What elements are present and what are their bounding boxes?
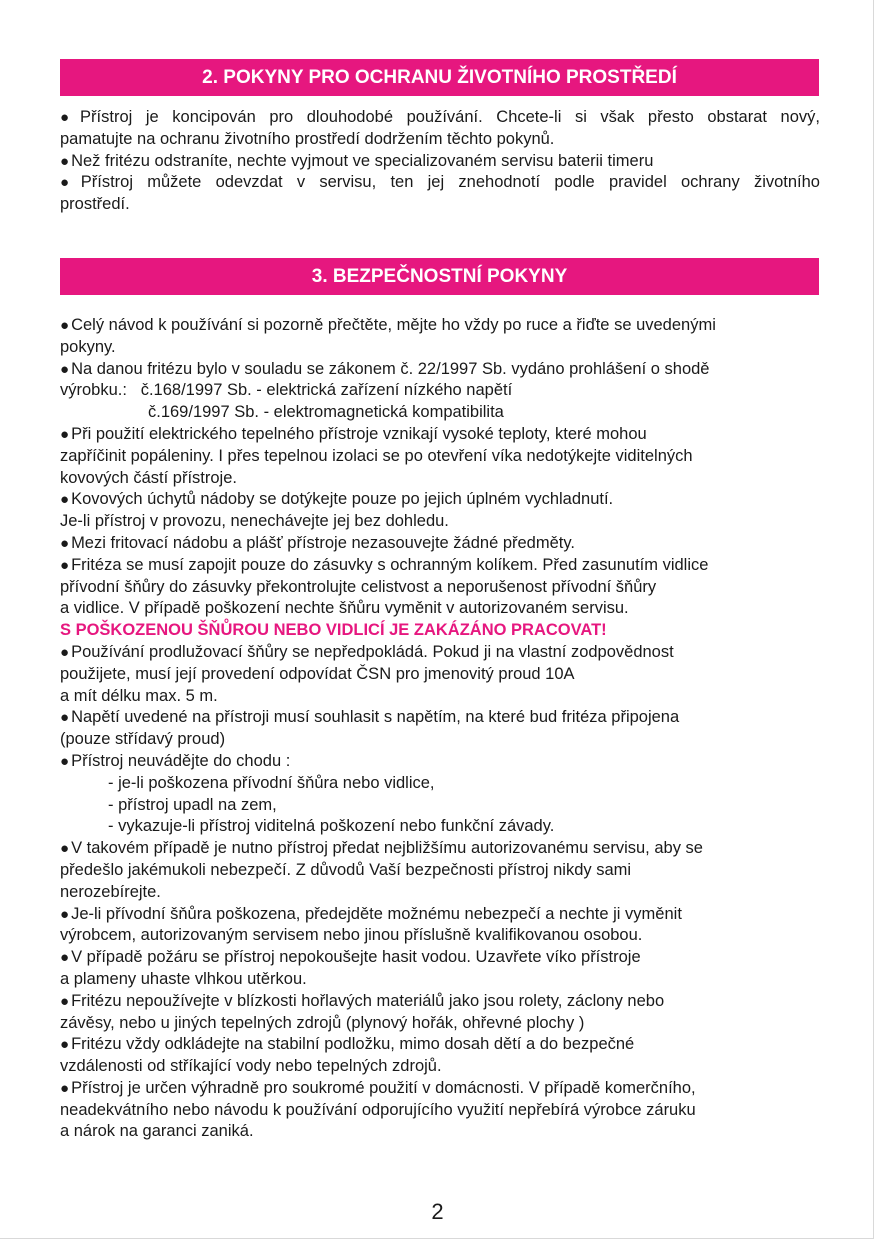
paragraph-line: kovových částí přístroje. — [60, 468, 237, 487]
paragraph-line: a vidlice. V případě poškození nechte šňůru vyměnit v autorizovaném servisu. — [60, 599, 629, 618]
section-title: 3. BEZPEČNOSTNÍ POKYNY — [311, 265, 568, 287]
bullet-icon: ● — [60, 317, 70, 334]
paragraph-line: neadekvátního nebo návodu k používání odporujícího využití nepřebírá výrobce záruku — [60, 1100, 696, 1119]
paragraph-line: výrobcem, autorizovaným servisem nebo jinou příslušně kvalifikovanou osobou. — [60, 926, 643, 945]
paragraph-line: ● Fritézu nepoužívejte v blízkosti hořlavých materiálů jako jsou rolety, záclony nebo — [60, 991, 665, 1010]
paragraph-line: vzdálenosti od stříkající vody nebo tepelných zdrojů. — [60, 1057, 442, 1076]
paragraph-line: pokyny. — [60, 337, 116, 356]
bullet-icon: ● — [60, 491, 70, 509]
bullet-icon: ● — [60, 992, 70, 1010]
paragraph-line: ● V případě požáru se přístroj nepokoušejte hasit vodou. Uzavřete víko přístroje — [60, 948, 641, 967]
paragraph-line: ● Při použití elektrického tepelného přístroje vznikají vysoké teploty, které mohou — [60, 424, 647, 443]
paragraph-line: ● Je-li přívodní šňůra poškozena, předejděte možnému nebezpečí a nechte ji vyměnit — [60, 904, 682, 923]
paragraph-line: ● Než fritézu odstraníte, nechte vyjmout ve specializovaném servisu baterii timeru — [60, 151, 654, 170]
paragraph-line: Je-li přístroj v provozu, nenechávejte jej bez dohledu. — [60, 512, 449, 531]
bullet-icon: ● — [60, 152, 70, 170]
section-body-safety — [60, 315, 820, 1143]
paragraph-line: ● Přístroj je určen výhradně pro soukromé použití v domácnosti. V případě komerčního, — [60, 1078, 696, 1097]
paragraph-line: ● V takovém případě je nutno přístroj předat nejbližšímu autorizovanému servisu, aby se — [60, 839, 703, 858]
paragraph-line: předešlo jakémukoli nebezpečí. Z důvodů Vaší bezpečnosti přístroj nikdy sami — [60, 860, 632, 879]
paragraph-line: ● Fritéza se musí zapojit pouze do zásuvky s ochranným kolíkem. Před zasunutím vidlice — [60, 555, 709, 574]
paragraph-line: a mít délku max. 5 m. — [60, 686, 218, 705]
bullet-icon: ● — [60, 556, 70, 574]
paragraph-line: ● Fritézu vždy odkládejte na stabilní podložku, mimo dosah dětí a do bezpečné — [60, 1035, 635, 1054]
bullet-icon: ● — [60, 1079, 70, 1097]
bullet-icon: ● — [60, 840, 70, 858]
paragraph-line: ● Celý návod k používání si pozorně přečtěte, mějte ho vždy po ruce a řiďte se uvedenými — [60, 316, 716, 334]
paragraph-line: ● Napětí uvedené na přístroji musí souhlasit s napětím, na které bud fritéza připojena — [60, 708, 680, 727]
bullet-icon: ● — [60, 360, 70, 378]
bullet-icon: ● — [60, 752, 70, 770]
paragraph-line: ● Na danou fritézu bylo v souladu se zákonem č. 22/1997 Sb. vydáno prohlášení o shodě — [60, 359, 710, 378]
section-header-safety — [60, 258, 819, 295]
paragraph-line: výrobku.: č.168/1997 Sb. - elektrická zařízení nízkého napětí — [60, 381, 513, 400]
list-item: - přístroj upadl na zem, — [108, 795, 277, 814]
bullet-icon: ● — [60, 425, 70, 443]
paragraph-line: přívodní šňůry do zásuvky překontrolujte celistvost a neporušenost přívodní šňůry — [60, 577, 657, 596]
bullet-icon: ● — [60, 109, 79, 126]
paragraph-line: a plameny uhaste vlhkou utěrkou. — [60, 969, 307, 988]
warning-text: S POŠKOZENOU ŠŇŮROU NEBO VIDLICÍ JE ZAKÁZÁNO PRACOVAT! — [60, 621, 607, 640]
bullet-icon: ● — [60, 949, 70, 967]
paragraph-line: závěsy, nebo u jiných tepelných zdrojů (plynový hořák, ohřevné plochy ) — [60, 1013, 585, 1032]
paragraph-line: a nárok na garanci zaniká. — [60, 1122, 254, 1141]
paragraph-line: ● Přístroj můžete odevzdat v servisu, ten jej znehodnotí podle pravidel ochrany životního — [60, 173, 820, 192]
section-title: 2. POKYNY PRO OCHRANU ŽIVOTNÍHO PROSTŘEDÍ — [202, 66, 677, 88]
bullet-icon: ● — [60, 709, 70, 727]
paragraph-line: prostředí. — [60, 195, 130, 214]
paragraph-line: použijete, musí její provedení odpovídat ČSN pro jmenovitý proud 10A — [60, 664, 575, 683]
paragraph-line: ● Používání prodlužovací šňůry se nepředpokládá. Pokud ji na vlastní zodpovědnost — [60, 642, 674, 661]
paragraph-line: č.169/1997 Sb. - elektromagnetická kompatibilita — [148, 403, 504, 422]
section-body-environment — [60, 107, 820, 216]
paragraph-line: zapříčinit popáleniny. I přes tepelnou izolaci se po otevření víka nedotýkejte viditelných — [60, 446, 693, 465]
paragraph-line: ● Mezi fritovací nádobu a plášť přístroje nezasouvejte žádné předměty. — [60, 533, 575, 552]
paragraph-line: pamatujte na ochranu životního prostředí dodržením těchto pokynů. — [60, 129, 555, 148]
paragraph-line: ● Přístroj je koncipován pro dlouhodobé používání. Chcete-li si však přesto obstarat nový, — [60, 108, 820, 126]
bullet-icon: ● — [60, 1036, 70, 1054]
bullet-icon: ● — [60, 643, 70, 661]
bullet-icon: ● — [60, 174, 79, 192]
paragraph-line: nerozebírejte. — [60, 882, 161, 901]
bullet-icon: ● — [60, 905, 70, 923]
list-item: - vykazuje-li přístroj viditelná poškození nebo funkční závady. — [108, 817, 555, 836]
bullet-icon: ● — [60, 534, 70, 552]
list-item: - je-li poškozena přívodní šňůra nebo vidlice, — [108, 773, 435, 792]
paragraph-line: ● Kovových úchytů nádoby se dotýkejte pouze po jejich úplném vychladnutí. — [60, 490, 614, 509]
paragraph-line: ● Přístroj neuvádějte do chodu : — [60, 751, 291, 770]
page-number: 2 — [431, 1199, 444, 1224]
section-header-environment — [60, 59, 819, 96]
paragraph-line: (pouze střídavý proud) — [60, 730, 226, 749]
